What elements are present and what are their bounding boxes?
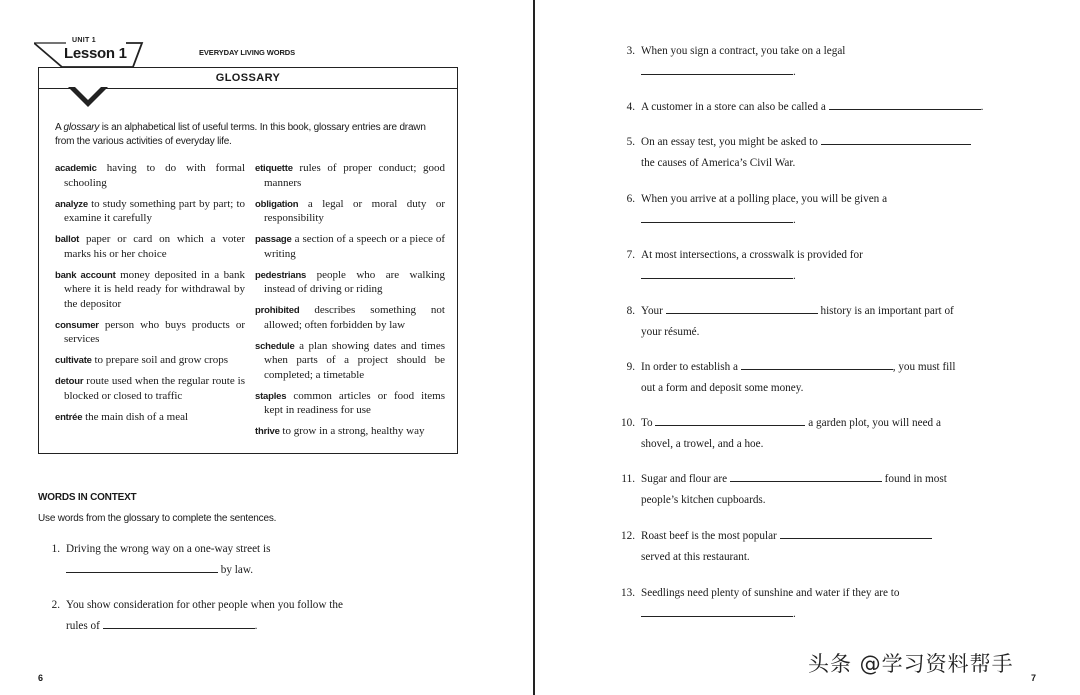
glossary-notch (68, 87, 108, 109)
glossary-entry: schedule a plan showing dates and times when parts of a project should be completed; a timetable (255, 339, 445, 381)
glossary-entry: etiquette rules of proper conduct; good manners (255, 162, 446, 189)
glossary-entry: thrive to grow in a strong, healthy way (255, 425, 425, 437)
glossary-entry: detour route used when the regular route is blocked or closed to traffic (55, 375, 245, 402)
question-9: 9. In order to establish a , you must fill out a form and deposit some money. (641, 357, 956, 399)
answer-blank[interactable] (655, 414, 805, 426)
answer-blank[interactable] (741, 358, 893, 370)
glossary-entry: obligation a legal or moral duty or responsibility (255, 197, 445, 224)
question-3: 3. When you sign a contract, you take on a legal . (626, 45, 846, 78)
answer-blank[interactable] (829, 98, 981, 110)
question-2: 2. You show consideration for other people when you follow the rules of . (51, 599, 343, 632)
answer-blank[interactable] (641, 63, 793, 75)
answer-blank[interactable] (641, 211, 793, 223)
glossary-entry: cultivate to prepare soil and grow crops (55, 354, 228, 366)
question-5: 5. On an essay test, you might be asked to the causes of America’s Civil War. (641, 132, 971, 174)
answer-blank[interactable] (730, 470, 882, 482)
unit-label: UNIT 1 (72, 37, 96, 44)
answer-blank[interactable] (66, 561, 218, 573)
glossary-entry: staples common articles or food items kept in readiness for use (255, 389, 445, 416)
section-label: EVERYDAY LIVING WORDS (199, 48, 295, 57)
answer-blank[interactable] (103, 617, 255, 629)
question-1: 1. Driving the wrong way on a one-way street is by law. (51, 543, 271, 576)
answer-blank[interactable] (641, 267, 793, 279)
lesson-label: Lesson 1 (64, 45, 127, 62)
glossary-title: GLOSSARY (39, 68, 457, 89)
question-13: 13. Seedlings need plenty of sunshine and water if they are to . (621, 587, 900, 620)
glossary-intro: A glossary is an alphabetical list of useful terms. In this book, glossary entries are drawn from the various activities of everyday life. (55, 122, 426, 147)
glossary-column-right (255, 161, 445, 445)
question-4: 4. A customer in a store can also be called a . (641, 97, 983, 118)
page-number-right: 7 (1031, 673, 1037, 683)
answer-blank[interactable] (780, 527, 932, 539)
question-11: 11. Sugar and flour are found in most people’s kitchen cupboards. (641, 469, 947, 511)
glossary-entry: pedestrians people who are walking instead of driving or riding (255, 268, 445, 295)
glossary-entry: ballot paper or card on which a voter marks his or her choice (55, 233, 246, 260)
watermark: 头条 @学习资料帮手 (808, 652, 1014, 676)
question-6: 6. When you arrive at a polling place, you will be given a . (626, 193, 888, 226)
glossary-entry: bank account money deposited in a bank where it is held ready for withdrawal by the depositor (55, 268, 246, 310)
glossary-entry: prohibited describes something not allowed; often forbidden by law (255, 304, 445, 331)
question-10: 10. To a garden plot, you will need a shovel, a trowel, and a hoe. (641, 413, 941, 455)
page-divider (533, 0, 535, 695)
words-in-context-instructions: Use words from the glossary to complete the sentences. (38, 513, 277, 524)
glossary-intro-emphasis: glossary (63, 122, 100, 133)
glossary-column-left (55, 161, 245, 431)
answer-blank[interactable] (641, 605, 793, 617)
question-7: 7. At most intersections, a crosswalk is provided for . (626, 249, 863, 282)
answer-blank[interactable] (666, 302, 818, 314)
page-number-left: 6 (38, 673, 44, 683)
glossary-entry: consumer person who buys products or services (55, 318, 245, 345)
glossary-entry: analyze to study something part by part; to examine it carefully (55, 197, 246, 224)
question-12: 12. Roast beef is the most popular served at this restaurant. (641, 526, 932, 568)
words-in-context-title: WORDS IN CONTEXT (38, 492, 137, 503)
answer-blank[interactable] (821, 133, 971, 145)
glossary-entry: academic having to do with formal schooling (55, 162, 245, 189)
glossary-entry: passage a section of a speech or a piece of writing (255, 233, 445, 260)
question-8: 8. Your history is an important part of your résumé. (641, 301, 954, 343)
glossary-entry: entrée the main dish of a meal (55, 410, 189, 423)
